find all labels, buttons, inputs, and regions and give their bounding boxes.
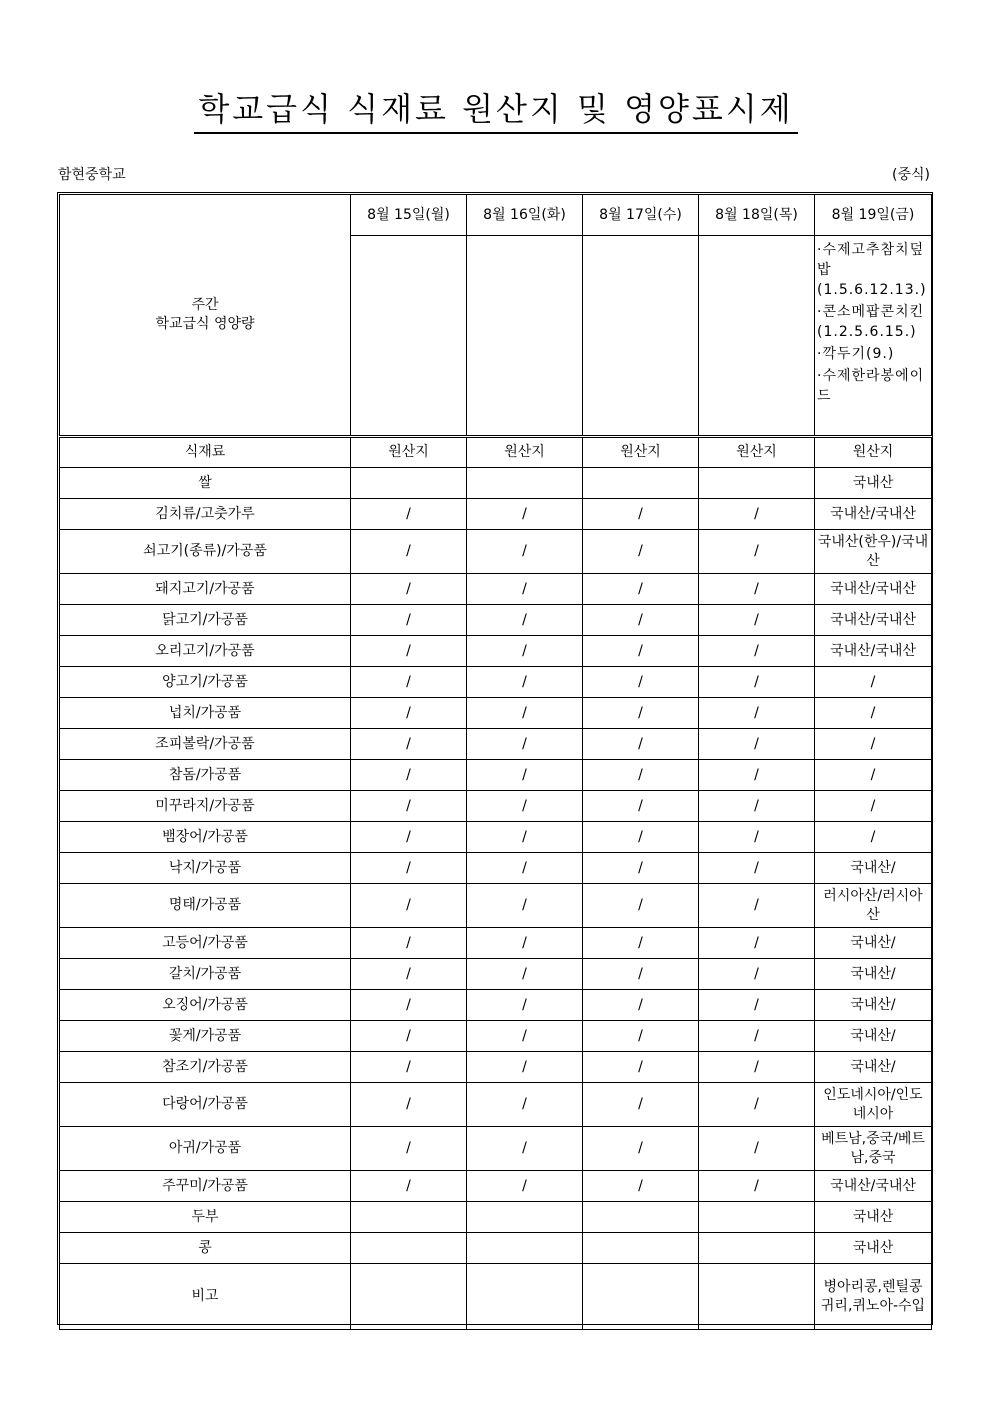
origin-cell: / xyxy=(351,760,467,791)
menu-item: ·깍두기(9.) xyxy=(817,346,895,362)
origin-cell: / xyxy=(583,605,699,636)
origin-header-row xyxy=(60,437,932,468)
origin-cell: / xyxy=(815,698,932,729)
ingredient-row xyxy=(60,1264,932,1330)
origin-cell: / xyxy=(699,959,815,990)
origin-cell: / xyxy=(351,530,467,574)
origin-cell: / xyxy=(467,636,583,667)
origin-cell: / xyxy=(467,1127,583,1171)
document-title: 학교급식 식재료 원산지 및 영양표시제 xyxy=(194,88,797,134)
origin-cell: / xyxy=(583,499,699,530)
menu-cell xyxy=(699,236,815,437)
origin-cell: / xyxy=(467,1052,583,1083)
ingredient-name: 낙지/가공품 xyxy=(60,853,351,884)
origin-cell: / xyxy=(583,1171,699,1202)
origin-cell: / xyxy=(467,928,583,959)
weekly-label-line1: 주간 xyxy=(191,297,219,313)
origin-cell: / xyxy=(467,990,583,1021)
origin-cell xyxy=(467,1202,583,1233)
ingredient-name: 쇠고기(종류)/가공품 xyxy=(60,530,351,574)
origin-cell: / xyxy=(351,605,467,636)
origin-cell: / xyxy=(467,884,583,928)
ingredient-row xyxy=(60,574,932,605)
ingredient-name: 갈치/가공품 xyxy=(60,959,351,990)
origin-cell: / xyxy=(351,1127,467,1171)
school-name: 함현중학교 xyxy=(58,167,126,183)
origin-cell: / xyxy=(583,729,699,760)
menu-item: ·콘소메팝콘치킨(1.2.5.6.15.) xyxy=(817,304,925,340)
origin-cell: 국내산/국내산 xyxy=(815,499,932,530)
origin-cell: / xyxy=(351,667,467,698)
ingredient-row xyxy=(60,698,932,729)
origin-cell: / xyxy=(699,1052,815,1083)
ingredient-name: 꽃게/가공품 xyxy=(60,1021,351,1052)
origin-header: 원산지 xyxy=(699,437,815,468)
origin-cell: / xyxy=(467,605,583,636)
origin-cell xyxy=(583,1233,699,1264)
origin-cell: 국내산 xyxy=(815,1233,932,1264)
origin-cell: / xyxy=(351,791,467,822)
weekly-label-line2: 학교급식 영양량 xyxy=(155,316,255,332)
origin-cell xyxy=(699,1202,815,1233)
ingredient-row xyxy=(60,1233,932,1264)
ingredient-name: 참조기/가공품 xyxy=(60,1052,351,1083)
origin-cell: / xyxy=(815,729,932,760)
origin-cell: / xyxy=(351,636,467,667)
ingredient-row xyxy=(60,530,932,574)
origin-cell: / xyxy=(699,1021,815,1052)
ingredient-row xyxy=(60,468,932,499)
weekly-nutrition-label xyxy=(60,195,351,437)
origin-cell: 국내산/ xyxy=(815,1021,932,1052)
menu-cell xyxy=(351,236,467,437)
ingredient-name: 닭고기/가공품 xyxy=(60,605,351,636)
ingredient-name: 미꾸라지/가공품 xyxy=(60,791,351,822)
ingredient-name: 두부 xyxy=(60,1202,351,1233)
origin-cell: / xyxy=(583,959,699,990)
origin-cell: 국내산/국내산 xyxy=(815,1171,932,1202)
ingredient-row xyxy=(60,667,932,698)
origin-cell: / xyxy=(467,959,583,990)
origin-cell: / xyxy=(467,760,583,791)
origin-cell: / xyxy=(583,822,699,853)
ingredient-name: 뱀장어/가공품 xyxy=(60,822,351,853)
origin-cell: 베트남,중국/베트남,중국 xyxy=(815,1127,932,1171)
origin-cell: / xyxy=(467,667,583,698)
origin-cell: / xyxy=(351,499,467,530)
origin-cell: 병아리콩,렌틸콩귀리,퀴노아-수입 xyxy=(815,1264,932,1330)
ingredient-name: 김치류/고춧가루 xyxy=(60,499,351,530)
origin-cell: / xyxy=(351,729,467,760)
origin-cell xyxy=(351,468,467,499)
origin-cell: / xyxy=(815,760,932,791)
origin-header: 원산지 xyxy=(351,437,467,468)
ingredient-row xyxy=(60,1052,932,1083)
ingredient-name: 양고기/가공품 xyxy=(60,667,351,698)
ingredient-row xyxy=(60,729,932,760)
origin-cell: / xyxy=(699,1083,815,1127)
origin-cell: 인도네시아/인도네시아 xyxy=(815,1083,932,1127)
origin-cell: / xyxy=(699,853,815,884)
origin-cell: / xyxy=(351,928,467,959)
ingredient-row xyxy=(60,499,932,530)
ingredient-name: 참돔/가공품 xyxy=(60,760,351,791)
ingredient-header: 식재료 xyxy=(60,437,351,468)
origin-cell: / xyxy=(467,1083,583,1127)
ingredient-row xyxy=(60,760,932,791)
origin-cell: / xyxy=(583,698,699,729)
ingredient-name: 오징어/가공품 xyxy=(60,990,351,1021)
ingredient-row xyxy=(60,1127,932,1171)
origin-cell: / xyxy=(699,928,815,959)
origin-cell: / xyxy=(351,959,467,990)
origin-cell: / xyxy=(583,530,699,574)
ingredient-row xyxy=(60,636,932,667)
document-title-wrap xyxy=(0,88,992,134)
ingredient-name: 콩 xyxy=(60,1233,351,1264)
origin-cell: / xyxy=(467,574,583,605)
origin-cell xyxy=(467,1264,583,1330)
origin-cell xyxy=(351,1202,467,1233)
origin-cell: / xyxy=(699,822,815,853)
day-header: 8월 17일(수) xyxy=(583,195,699,236)
origin-cell: / xyxy=(699,605,815,636)
origin-cell xyxy=(583,468,699,499)
ingredient-name: 돼지고기/가공품 xyxy=(60,574,351,605)
origin-cell: / xyxy=(699,667,815,698)
origin-cell: / xyxy=(699,760,815,791)
origin-cell: / xyxy=(467,729,583,760)
origin-cell: / xyxy=(815,822,932,853)
origin-cell: 국내산/국내산 xyxy=(815,605,932,636)
origin-cell: / xyxy=(699,1127,815,1171)
ingredient-row xyxy=(60,791,932,822)
origin-cell: / xyxy=(467,698,583,729)
origin-cell: / xyxy=(583,990,699,1021)
meal-type: (중식) xyxy=(892,167,930,183)
origin-cell: / xyxy=(699,698,815,729)
menu-item: ·수제고추참치덮밥(1.5.6.12.13.) xyxy=(817,242,927,298)
origin-cell: / xyxy=(583,853,699,884)
day-header: 8월 18일(목) xyxy=(699,195,815,236)
origin-cell: / xyxy=(351,1171,467,1202)
ingredient-row xyxy=(60,853,932,884)
ingredient-name: 조피볼락/가공품 xyxy=(60,729,351,760)
origin-cell: / xyxy=(351,853,467,884)
ingredient-name: 고등어/가공품 xyxy=(60,928,351,959)
origin-header: 원산지 xyxy=(467,437,583,468)
ingredient-row xyxy=(60,1083,932,1127)
origin-cell: / xyxy=(699,884,815,928)
origin-cell: 국내산/ xyxy=(815,1052,932,1083)
origin-cell: / xyxy=(467,1021,583,1052)
menu-cell xyxy=(815,236,932,437)
origin-cell: / xyxy=(699,574,815,605)
day-header: 8월 16일(화) xyxy=(467,195,583,236)
origin-cell: / xyxy=(467,822,583,853)
ingredient-name: 비고 xyxy=(60,1264,351,1330)
ingredient-row xyxy=(60,822,932,853)
ingredient-row xyxy=(60,990,932,1021)
origin-cell: 국내산/국내산 xyxy=(815,636,932,667)
origin-cell: / xyxy=(467,499,583,530)
origin-cell xyxy=(699,1233,815,1264)
origin-cell: / xyxy=(351,698,467,729)
origin-cell: / xyxy=(583,667,699,698)
origin-cell: / xyxy=(699,1171,815,1202)
day-header-row xyxy=(60,195,932,236)
origin-cell: / xyxy=(467,1171,583,1202)
origin-cell: 국내산/ xyxy=(815,928,932,959)
origin-cell xyxy=(351,1233,467,1264)
menu-cell xyxy=(467,236,583,437)
origin-cell: 국내산/ xyxy=(815,959,932,990)
origin-cell: / xyxy=(699,729,815,760)
origin-cell: / xyxy=(583,791,699,822)
origin-cell: 국내산 xyxy=(815,468,932,499)
origin-cell: / xyxy=(583,1021,699,1052)
origin-cell: / xyxy=(351,990,467,1021)
origin-cell: / xyxy=(351,1052,467,1083)
origin-cell: / xyxy=(583,928,699,959)
ingredient-row xyxy=(60,959,932,990)
origin-cell: 국내산 xyxy=(815,1202,932,1233)
origin-cell: / xyxy=(699,636,815,667)
ingredient-name: 아귀/가공품 xyxy=(60,1127,351,1171)
ingredient-row xyxy=(60,884,932,928)
origin-cell: / xyxy=(351,1021,467,1052)
origin-cell: 국내산/ xyxy=(815,990,932,1021)
origin-cell xyxy=(583,1202,699,1233)
origin-cell xyxy=(351,1264,467,1330)
origin-cell: / xyxy=(815,667,932,698)
origin-cell: / xyxy=(467,853,583,884)
origin-cell: / xyxy=(699,499,815,530)
origin-cell: / xyxy=(583,636,699,667)
origin-cell: / xyxy=(351,884,467,928)
ingredient-row xyxy=(60,1202,932,1233)
menu-item: ·수제한라봉에이드 xyxy=(817,368,925,404)
origin-cell: / xyxy=(583,574,699,605)
ingredient-row xyxy=(60,1021,932,1052)
ingredient-name: 다랑어/가공품 xyxy=(60,1083,351,1127)
ingredient-name: 오리고기/가공품 xyxy=(60,636,351,667)
origin-cell: / xyxy=(583,760,699,791)
origin-cell: / xyxy=(583,1083,699,1127)
origin-cell: / xyxy=(699,990,815,1021)
origin-cell xyxy=(583,1264,699,1330)
origin-cell: / xyxy=(699,530,815,574)
origin-cell: / xyxy=(699,791,815,822)
origin-header: 원산지 xyxy=(583,437,699,468)
origin-cell: / xyxy=(583,884,699,928)
origin-cell: 국내산/국내산 xyxy=(815,574,932,605)
ingredient-name: 넙치/가공품 xyxy=(60,698,351,729)
origin-cell: / xyxy=(583,1127,699,1171)
ingredient-row xyxy=(60,1171,932,1202)
origin-cell: / xyxy=(583,1052,699,1083)
origin-cell: / xyxy=(351,1083,467,1127)
origin-cell: 국내산/ xyxy=(815,853,932,884)
ingredient-row xyxy=(60,928,932,959)
origin-cell: / xyxy=(815,791,932,822)
origin-cell: / xyxy=(351,574,467,605)
origin-cell: 국내산(한우)/국내산 xyxy=(815,530,932,574)
origin-cell xyxy=(699,468,815,499)
origin-cell: / xyxy=(467,530,583,574)
ingredient-name: 명태/가공품 xyxy=(60,884,351,928)
day-header: 8월 15일(월) xyxy=(351,195,467,236)
origin-header: 원산지 xyxy=(815,437,932,468)
origin-cell: / xyxy=(467,791,583,822)
origin-cell xyxy=(467,468,583,499)
ingredient-name: 주꾸미/가공품 xyxy=(60,1171,351,1202)
menu-cell xyxy=(583,236,699,437)
origin-cell: / xyxy=(351,822,467,853)
origin-cell: 러시아산/러시아산 xyxy=(815,884,932,928)
origin-nutrition-table xyxy=(59,194,932,1330)
ingredient-name: 쌀 xyxy=(60,468,351,499)
origin-cell xyxy=(467,1233,583,1264)
origin-cell xyxy=(699,1264,815,1330)
day-header: 8월 19일(금) xyxy=(815,195,932,236)
ingredient-row xyxy=(60,605,932,636)
